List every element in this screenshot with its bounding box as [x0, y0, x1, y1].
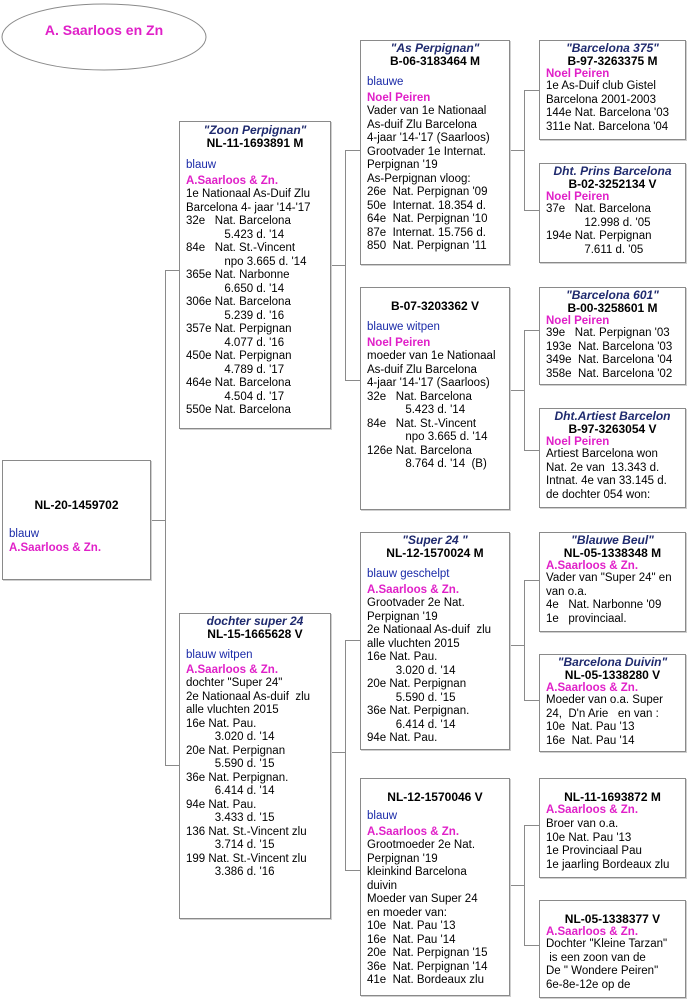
subject-ring: NL-20-1459702 [34, 498, 119, 512]
dam-name: dochter super 24 [206, 614, 304, 628]
dss-card [539, 532, 686, 632]
dds-line: 10e Nat. Pau '13 [546, 831, 632, 844]
connector [331, 265, 345, 266]
ss-line: 4-jaar '14-'17 (Saarloos) [367, 132, 490, 144]
sds-owner: Noel Peiren [546, 315, 610, 327]
dam-line: 6.414 d. '14 [186, 785, 275, 797]
dd-color: blauw [367, 810, 398, 822]
ss-owner: Noel Peiren [367, 91, 431, 104]
sd-line: 126e Nat. Barcelona [367, 444, 472, 457]
dss-name: "Blauwe Beul" [571, 533, 654, 547]
connector [524, 450, 539, 451]
dd-line: Moeder van Super 24 [367, 893, 478, 905]
dd-card [360, 778, 510, 996]
ds-line: 6.414 d. '14 [367, 718, 456, 731]
ds-line: alle vluchten 2015 [367, 637, 460, 650]
dss-line: 1e provinciaal. [546, 612, 627, 625]
ss-color: blauwe [367, 76, 404, 88]
ddd-owner: A.Saarloos & Zn. [546, 926, 639, 938]
sire-color: blauw [186, 159, 217, 171]
sss-card [539, 40, 686, 140]
ss-line: 87e Internat. 15.756 d. [367, 226, 486, 239]
dsd-name: "Barcelona Duivin" [557, 655, 668, 669]
brand-title: A. Saarloos en Zn [44, 22, 164, 38]
dam-line: 94e Nat. Pau. [186, 798, 257, 811]
ss-line: Perpignan '19 [367, 159, 438, 171]
connector [165, 270, 179, 271]
ds-line: Grootvader 2e Nat. [367, 597, 465, 609]
ddd-line: De " Wondere Peiren" [546, 965, 659, 977]
sss-line: 311e Nat. Barcelona '04 [546, 120, 669, 133]
ddd-line: Dochter "Kleine Tarzan" [546, 938, 668, 950]
connector [345, 380, 360, 381]
connector [524, 825, 525, 945]
dam-line: 20e Nat. Perpignan [186, 744, 286, 757]
dam-line: alle vluchten 2015 [186, 704, 279, 716]
dd-line: 16e Nat. Pau '14 [367, 933, 456, 946]
sire-line: 306e Nat. Barcelona [186, 296, 291, 308]
dss-owner: A.Saarloos & Zn. [546, 560, 639, 572]
dss-line: 4e Nat. Narbonne '09 [546, 599, 662, 611]
dam-line: 3.386 d. '16 [186, 866, 275, 878]
ssd-ring: B-02-3252134 V [568, 177, 657, 191]
dss-line: Vader van "Super 24" en [546, 572, 672, 584]
sd-owner: Noel Peiren [367, 336, 431, 349]
ds-line: 3.020 d. '14 [367, 664, 456, 677]
dd-owner: A.Saarloos & Zn. [367, 825, 460, 838]
sss-name: "Barcelona 375" [566, 41, 659, 55]
sd-line: 5.423 d. '14 [367, 404, 466, 416]
connector [524, 700, 539, 701]
ddd-card [539, 900, 686, 998]
dds-line: Broer van o.a. [546, 818, 619, 830]
dam-line: 36e Nat. Perpignan. [186, 771, 289, 784]
sd-color: blauwe witpen [367, 321, 440, 333]
subject-card [2, 460, 151, 580]
sss-line: 144e Nat. Barcelona '03 [546, 107, 670, 119]
sd-line: 32e Nat. Barcelona [367, 390, 472, 403]
sdd-line: Intnat. 4e van 33.145 d. [546, 475, 667, 487]
sds-line: 39e Nat. Perpignan '03 [546, 327, 670, 339]
sd-card [360, 287, 510, 510]
dd-line: duivin [367, 879, 398, 892]
sire-line: 450e Nat. Perpignan [186, 350, 292, 362]
connector [524, 330, 525, 450]
dsd-line: 16e Nat. Pau '14 [546, 734, 635, 747]
dds-ring: NL-11-1693872 M [564, 790, 661, 804]
dd-line: 36e Nat. Perpignan '14 [367, 960, 488, 973]
connector [345, 150, 360, 151]
dd-line: en moeder van: [367, 906, 447, 919]
connector [165, 765, 179, 766]
sire-line: 5.239 d. '16 [186, 309, 285, 322]
connector [524, 825, 539, 826]
ddd-line: is een zoon van de [546, 951, 646, 964]
sds-name: "Barcelona 601" [566, 288, 659, 302]
dd-ring: NL-12-1570046 V [387, 790, 483, 804]
ss-name: "As Perpignan" [390, 41, 480, 55]
dam-line: 3.433 d. '15 [186, 812, 275, 824]
ss-line: Grootvader 1e Internat. [367, 145, 486, 158]
ss-ring: B-06-3183464 M [389, 54, 481, 68]
ds-owner: A.Saarloos & Zn. [367, 583, 460, 596]
dd-line: 41e Nat. Bordeaux zlu [367, 974, 484, 986]
ds-line: 5.590 d. '15 [367, 691, 456, 704]
dsd-line: 10e Nat. Pau '13 [546, 721, 635, 733]
sss-line: 1e As-Duif club Gistel [546, 80, 656, 92]
ds-line: 94e Nat. Pau. [367, 732, 438, 744]
ddd-ring: NL-05-1338377 V [564, 912, 661, 926]
sdd-ring: B-97-3263054 V [568, 422, 657, 436]
dd-line: Perpignan '19 [367, 852, 438, 865]
sire-line: npo 3.665 d. '14 [186, 255, 307, 268]
ds-line: Perpignan '19 [367, 610, 438, 623]
sdd-line: de dochter 054 won: [546, 488, 651, 501]
ss-line: As-Perpignan vloog: [367, 172, 471, 185]
connector [524, 210, 539, 211]
sdd-name: Dht.Artiest Barcelon [554, 409, 671, 423]
sds-line: 358e Nat. Barcelona '02 [546, 367, 673, 380]
ssd-line: 37e Nat. Barcelona [546, 203, 651, 215]
connector [524, 90, 539, 91]
dd-line: 20e Nat. Perpignan '15 [367, 947, 488, 959]
sds-line: 193e Nat. Barcelona '03 [546, 340, 673, 353]
dd-line: Grootmoeder 2e Nat. [367, 839, 476, 851]
dds-owner: A.Saarloos & Zn. [546, 804, 639, 816]
sire-line: 1e Nationaal As-Duif Zlu [186, 188, 311, 200]
connector [524, 580, 525, 700]
ds-card [360, 532, 510, 750]
sd-line: moeder van 1e Nationaal [367, 350, 496, 362]
dds-line: 1e jaarling Bordeaux zlu [546, 858, 670, 871]
connector [345, 870, 360, 871]
dd-line: 10e Nat. Pau '13 [367, 920, 456, 932]
ss-line: 26e Nat. Perpignan '09 [367, 186, 488, 198]
connector [345, 640, 346, 870]
dam-line: 5.590 d. '15 [186, 758, 275, 770]
ss-card [360, 40, 510, 265]
sire-line: 6.650 d. '14 [186, 282, 285, 295]
ds-line: 36e Nat. Perpignan. [367, 705, 470, 717]
ds-ring: NL-12-1570024 M [386, 546, 484, 560]
sd-line: 84e Nat. St.-Vincent [367, 417, 477, 430]
sds-card [539, 287, 686, 385]
sire-line: 365e Nat. Narbonne [186, 269, 290, 281]
sire-line: 84e Nat. St.-Vincent [186, 242, 296, 254]
dss-line: van o.a. [546, 585, 587, 598]
connector [151, 520, 165, 521]
ssd-name: Dht. Prins Barcelona [553, 164, 672, 178]
sire-line: 32e Nat. Barcelona [186, 215, 291, 227]
sdd-owner: Noel Peiren [546, 436, 610, 448]
dd-line: kleinkind Barcelona [367, 866, 467, 878]
ss-line: 64e Nat. Perpignan '10 [367, 213, 488, 225]
dsd-line: Moeder van o.a. Super [546, 694, 663, 706]
subject-color: blauw [9, 528, 40, 540]
dam-owner: A.Saarloos & Zn. [186, 663, 279, 676]
dsd-ring: NL-05-1338280 V [564, 668, 661, 682]
sss-line: Barcelona 2001-2003 [546, 93, 656, 106]
sd-line: npo 3.665 d. '14 [367, 431, 488, 443]
dam-line: 136 Nat. St.-Vincent zlu [186, 825, 307, 838]
sire-line: Barcelona 4- jaar '14-'17 [186, 201, 311, 214]
ssd-line: 12.998 d. '05 [546, 216, 651, 229]
dsd-card [539, 654, 686, 752]
connector [510, 885, 524, 886]
dam-line: dochter "Super 24" [186, 677, 283, 689]
ds-name: "Super 24 " [402, 533, 468, 547]
sire-card [179, 121, 331, 429]
ss-line: Vader van 1e Nationaal [367, 105, 487, 117]
sdd-line: Nat. 2e van 13.343 d. [546, 461, 660, 474]
ssd-line: 194e Nat. Perpignan [546, 230, 652, 242]
sdd-card [539, 408, 686, 508]
ds-line: 16e Nat. Pau. [367, 651, 438, 663]
connector [510, 390, 524, 391]
connector [345, 640, 360, 641]
sdd-line: Artiest Barcelona won [546, 448, 658, 460]
dsd-owner: A.Saarloos & Zn. [546, 682, 639, 694]
sire-line: 4.504 d. '17 [186, 390, 285, 403]
dam-line: 2e Nationaal As-duif zlu [186, 690, 311, 703]
sire-line: 5.423 d. '14 [186, 228, 285, 241]
sire-ring: NL-11-1693891 M [206, 136, 304, 150]
ds-line: 2e Nationaal As-duif zlu [367, 624, 492, 636]
connector [524, 945, 539, 946]
sire-line: 464e Nat. Barcelona [186, 377, 291, 389]
connector [345, 150, 346, 380]
dam-line: 3.020 d. '14 [186, 731, 275, 743]
sd-line: 4-jaar '14-'17 (Saarloos) [367, 377, 490, 389]
dam-ring: NL-15-1665628 V [207, 627, 303, 641]
ddd-line: 6e-8e-12e op de [546, 978, 631, 991]
dds-line: 1e Provinciaal Pau [546, 845, 642, 857]
sire-line: 357e Nat. Perpignan [186, 323, 292, 335]
ss-line: 50e Internat. 18.354 d. [367, 199, 486, 212]
ssd-owner: Noel Peiren [546, 191, 610, 203]
connector [524, 580, 539, 581]
sire-owner: A.Saarloos & Zn. [186, 174, 279, 187]
sd-line: As-duif Zlu Barcelona [367, 363, 477, 376]
dam-line: 16e Nat. Pau. [186, 717, 257, 730]
dam-line: 3.714 d. '15 [186, 839, 275, 851]
ss-line: 850 Nat. Perpignan '11 [367, 240, 487, 252]
sss-ring: B-97-3263375 M [567, 54, 658, 68]
ssd-line: 7.611 d. '05 [546, 243, 644, 256]
subject-owner: A.Saarloos & Zn. [9, 541, 102, 554]
brand-ellipse [0, 2, 208, 74]
connector [510, 645, 524, 646]
dss-ring: NL-05-1338348 M [563, 546, 662, 560]
sd-line: 8.764 d. '14 (B) [367, 458, 487, 470]
sds-line: 349e Nat. Barcelona '04 [546, 354, 673, 366]
dsd-line: 24, D'n Arie en van : [546, 707, 659, 720]
sss-owner: Noel Peiren [546, 68, 610, 80]
connector [331, 752, 345, 753]
dam-card [179, 613, 331, 919]
sire-name: "Zoon Perpignan" [203, 123, 307, 137]
connector [510, 150, 524, 151]
dam-line: 199 Nat. St.-Vincent zlu [186, 852, 307, 865]
connector [524, 330, 539, 331]
sire-line: 4.077 d. '16 [186, 336, 285, 349]
ds-color: blauw geschelpt [367, 568, 450, 580]
brand-logo [0, 2, 208, 74]
dds-card [539, 778, 686, 878]
ss-line: As-duif Zlu Barcelona [367, 118, 477, 131]
sire-line: 4.789 d. '17 [186, 363, 285, 376]
dam-color: blauw witpen [186, 649, 253, 661]
sds-ring: B-00-3258601 M [567, 301, 658, 315]
ssd-card [539, 163, 686, 263]
connector [524, 90, 525, 210]
ds-line: 20e Nat. Perpignan [367, 678, 467, 690]
connector [165, 270, 166, 765]
sd-ring: B-07-3203362 V [390, 299, 480, 313]
sire-line: 550e Nat. Barcelona [186, 404, 291, 416]
